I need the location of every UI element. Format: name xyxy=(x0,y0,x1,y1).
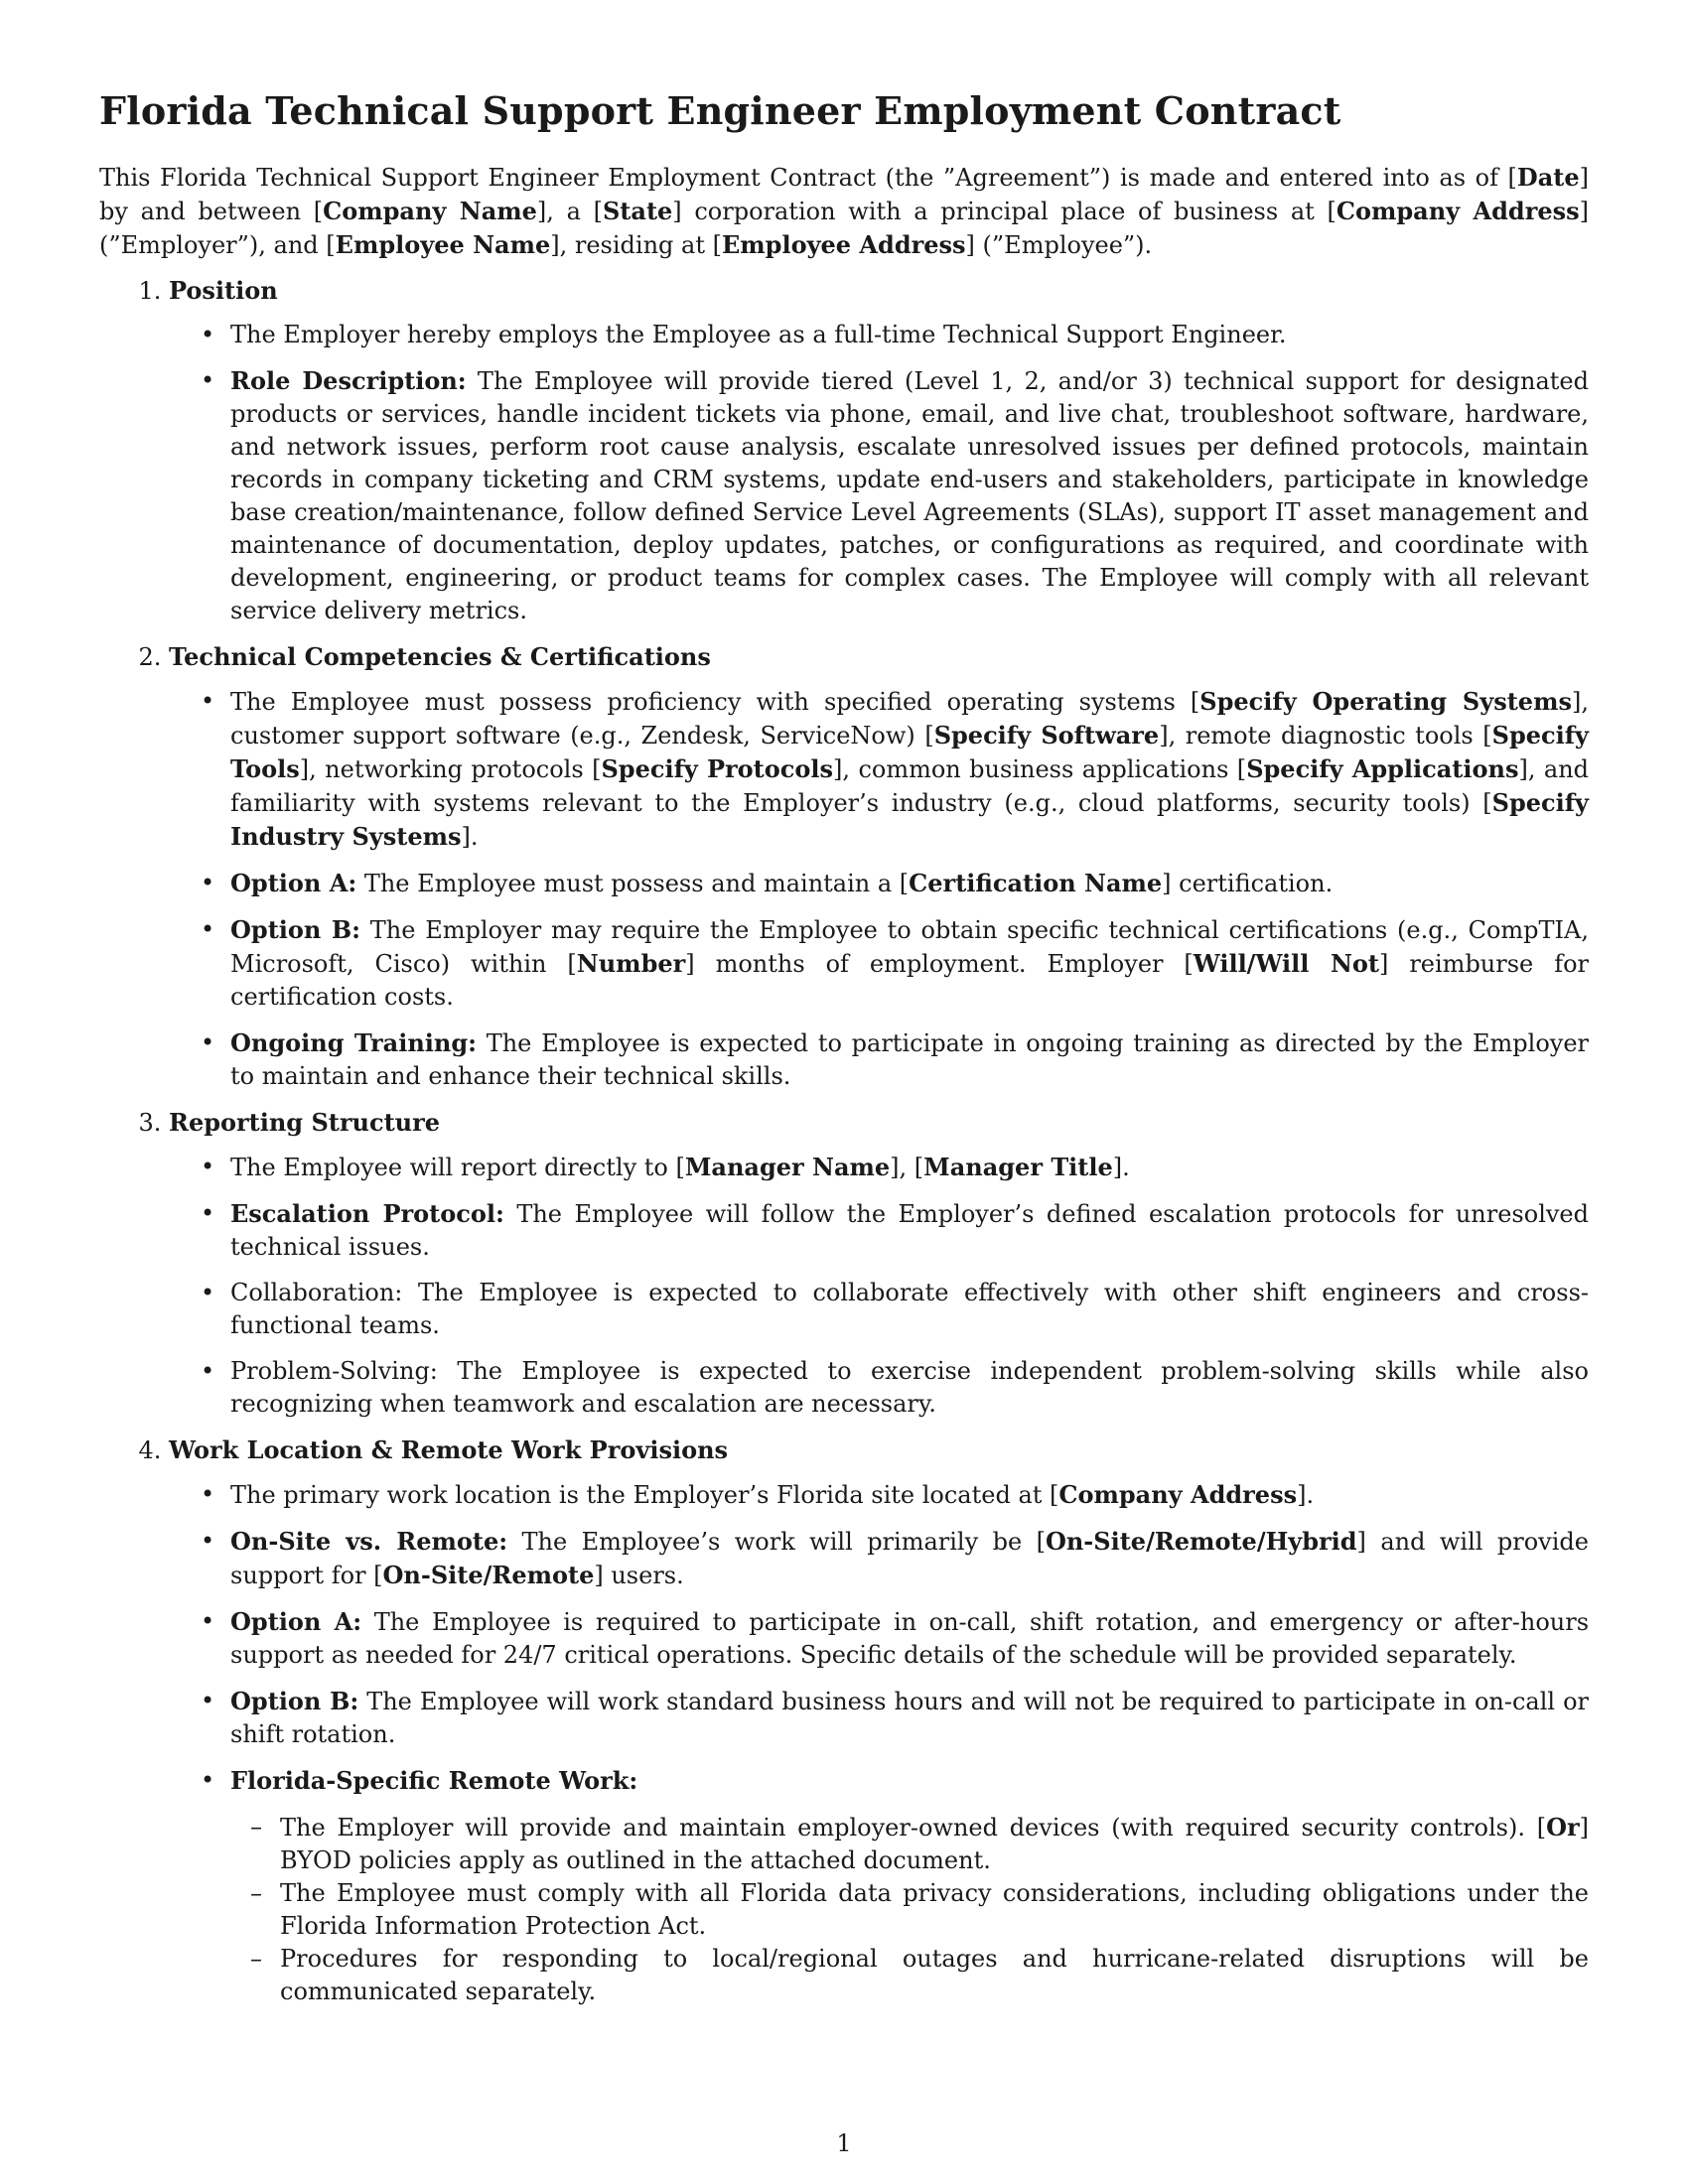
list-item xyxy=(230,1026,1589,1093)
bullet-list xyxy=(169,685,1589,1093)
sub-list-item xyxy=(280,1811,1589,1877)
bullet-list xyxy=(169,1151,1589,1421)
list-item xyxy=(230,685,1589,854)
item-text: ], and familiarity with systems relevant to the Employer’s industry (e.g., cloud platforms, security tools) [ xyxy=(230,755,1590,817)
section-title: 1. Position xyxy=(169,276,278,305)
item-text: Collaboration: The Employee is expected to collaborate effectively with other shift engineers and cross-functional teams. xyxy=(230,1279,1589,1339)
placeholder-applications: Specify Applications xyxy=(1246,754,1519,783)
item-label: Option B: xyxy=(230,1687,359,1715)
intro-paragraph xyxy=(99,161,1589,262)
item-label: Option A: xyxy=(230,1607,362,1636)
placeholder-or: Or xyxy=(1546,1813,1580,1842)
item-text: ]. xyxy=(1297,1481,1315,1509)
sections-list xyxy=(99,274,1589,2008)
placeholder-date: Date xyxy=(1516,163,1580,192)
item-label: Florida-Specific Remote Work: xyxy=(230,1766,638,1795)
item-text: ], [ xyxy=(890,1154,924,1181)
sub-list-item xyxy=(280,1943,1589,2008)
placeholder-state: State xyxy=(602,197,673,225)
placeholder-work-mode: On-Site/Remote/Hybrid xyxy=(1045,1527,1357,1556)
list-item xyxy=(230,1764,1589,2008)
placeholder-company-name: Company Name xyxy=(323,197,537,225)
item-label: Role Description: xyxy=(230,366,467,395)
placeholder-number: Number xyxy=(576,949,686,978)
placeholder-protocols: Specify Protocols xyxy=(601,754,834,783)
item-text: ], remote diagnostic tools [ xyxy=(1159,722,1492,750)
item-text: The Employee will report directly to [ xyxy=(230,1154,685,1181)
item-text: The Employee will follow the Employer’s defined escalation protocols for unresolved technical issues. xyxy=(230,1200,1589,1261)
list-item xyxy=(230,1151,1589,1184)
section-position xyxy=(169,274,1589,627)
item-text: ] reimburse for certification costs. xyxy=(230,950,1589,1011)
page-number: 1 xyxy=(836,2129,852,2157)
item-label: On-Site vs. Remote: xyxy=(230,1527,508,1556)
placeholder-employee-name: Employee Name xyxy=(335,230,551,259)
list-item xyxy=(230,1197,1589,1264)
intro-text: ], a [ xyxy=(536,198,603,225)
list-item xyxy=(230,1605,1589,1672)
item-text: ] BYOD policies apply as outlined in the attached document. xyxy=(280,1814,1589,1874)
list-item xyxy=(230,913,1589,1014)
item-text: The Employee must comply with all Florida data privacy considerations, including obligations under the Florida Information Protection Act. xyxy=(280,1879,1589,1940)
placeholder-company-address: Company Address xyxy=(1058,1480,1298,1509)
placeholder-manager-name: Manager Name xyxy=(684,1153,891,1181)
placeholder-operating-systems: Specify Operating Systems xyxy=(1199,687,1572,716)
document-title: Florida Technical Support Engineer Employment Contract xyxy=(99,88,1341,133)
item-text: ], common business applications [ xyxy=(833,755,1247,783)
item-label: Option B: xyxy=(230,915,360,944)
section-technical-competencies xyxy=(169,640,1589,1093)
list-item xyxy=(230,1478,1589,1512)
section-title: 2. Technical Competencies & Certifications xyxy=(169,642,711,671)
placeholder-certification-name: Certification Name xyxy=(909,869,1163,897)
list-item xyxy=(230,1355,1589,1421)
list-item xyxy=(230,867,1589,900)
item-text: The Employer hereby employs the Employee as a full-time Technical Support Engineer. xyxy=(230,321,1287,348)
intro-text: This Florida Technical Support Engineer Employment Contract (the ”Agreement”) is made and entered into as of [ xyxy=(99,164,1517,192)
placeholder-manager-title: Manager Title xyxy=(923,1153,1113,1181)
list-item xyxy=(230,1685,1589,1751)
intro-text: ], residing at [ xyxy=(550,231,722,259)
item-text: The Employee is expected to participate in ongoing training as directed by the Employer to maintain and enhance their technical skills. xyxy=(230,1029,1590,1090)
intro-text: ] corporation with a principal place of business at [ xyxy=(672,198,1336,225)
placeholder-will-will-not: Will/Will Not xyxy=(1193,949,1380,978)
bullet-list xyxy=(169,1478,1589,2008)
item-text: The Employer may require the Employee to obtain specific technical certifications (e.g., CompTIA, Microsoft, Cisco) within [ xyxy=(230,916,1589,978)
section-work-location xyxy=(169,1433,1589,2008)
item-label: Escalation Protocol: xyxy=(230,1199,504,1228)
intro-text: ] by and between [ xyxy=(99,164,1589,225)
section-title: 4. Work Location & Remote Work Provisions xyxy=(169,1435,729,1464)
sub-list xyxy=(230,1811,1589,2008)
item-text: Problem-Solving: The Employee is expected to exercise independent problem-solving skills while also recognizing when teamwork and escalation are necessary. xyxy=(230,1357,1589,1418)
placeholder-user-type: On-Site/Remote xyxy=(382,1561,595,1589)
placeholder-industry-systems: Specify Industry Systems xyxy=(230,788,1589,851)
item-text: ], networking protocols [ xyxy=(299,755,602,783)
list-item xyxy=(230,319,1589,351)
item-text: The Employer will provide and maintain employer-owned devices (with required security controls). [ xyxy=(280,1814,1547,1842)
intro-text: ] (”Employer”), and [ xyxy=(99,198,1590,259)
placeholder-tools: Specify Tools xyxy=(230,721,1589,783)
item-text: Procedures for responding to local/regional outages and hurricane-related disruptions will be communicated separately. xyxy=(280,1945,1589,2005)
item-label: Option A: xyxy=(230,869,357,897)
item-text: ] months of employment. Employer [ xyxy=(685,950,1194,978)
item-text: The Employee must possess proficiency with specified operating systems [ xyxy=(230,688,1200,716)
item-text: The Employee will work standard business hours and will not be required to participate in on-call or shift rotation. xyxy=(230,1688,1589,1748)
list-item xyxy=(230,364,1589,627)
placeholder-software: Specify Software xyxy=(933,721,1160,750)
item-label: Ongoing Training: xyxy=(230,1028,478,1057)
list-item xyxy=(230,1277,1589,1342)
item-text: ] certification. xyxy=(1162,870,1334,897)
placeholder-employee-address: Employee Address xyxy=(721,230,966,259)
item-text: The Employee’s work will primarily be [ xyxy=(507,1528,1046,1556)
intro-text: ] (”Employee”). xyxy=(965,231,1153,259)
list-item xyxy=(230,1525,1589,1592)
section-reporting-structure xyxy=(169,1106,1589,1421)
item-text: ] users. xyxy=(594,1562,684,1589)
item-text: The Employee must possess and maintain a [ xyxy=(356,870,910,897)
item-text: The Employee will provide tiered (Level 1, 2, and/or 3) technical support for designated products or services, handle incident tickets via phone, email, and live chat, troubleshoot software, hardware, and network issues, perform root cause analysis, escalate unresolved issues per defined protocols, maintain records in company ticketing and CRM systems, update end-users and stakeholders, participate in knowledge base creation/maintenance, follow defined Service Level Agreements (SLAs), support IT asset management and maintenance of documentation, deploy updates, patches, or configurations as required, and coordinate with development, engineering, or product teams for complex cases. The Employee will comply with all relevant service delivery metrics. xyxy=(230,367,1589,624)
bullet-list xyxy=(169,319,1589,627)
document-page xyxy=(99,87,1589,2021)
section-title: 3. Reporting Structure xyxy=(169,1108,441,1137)
item-text: ], customer support software (e.g., Zendesk, ServiceNow) [ xyxy=(230,688,1589,750)
item-text: ]. xyxy=(461,823,479,851)
placeholder-company-address: Company Address xyxy=(1336,197,1580,225)
item-text: The Employee is required to participate in on-call, shift rotation, and emergency or after-hours support as needed for 24/7 critical operations. Specific details of the schedule will be provided separately. xyxy=(230,1608,1590,1669)
sub-list-item xyxy=(280,1877,1589,1943)
item-text: ]. xyxy=(1112,1154,1130,1181)
item-text: ] and will provide support for [ xyxy=(230,1528,1589,1589)
item-text: The primary work location is the Employer’s Florida site located at [ xyxy=(230,1481,1059,1509)
